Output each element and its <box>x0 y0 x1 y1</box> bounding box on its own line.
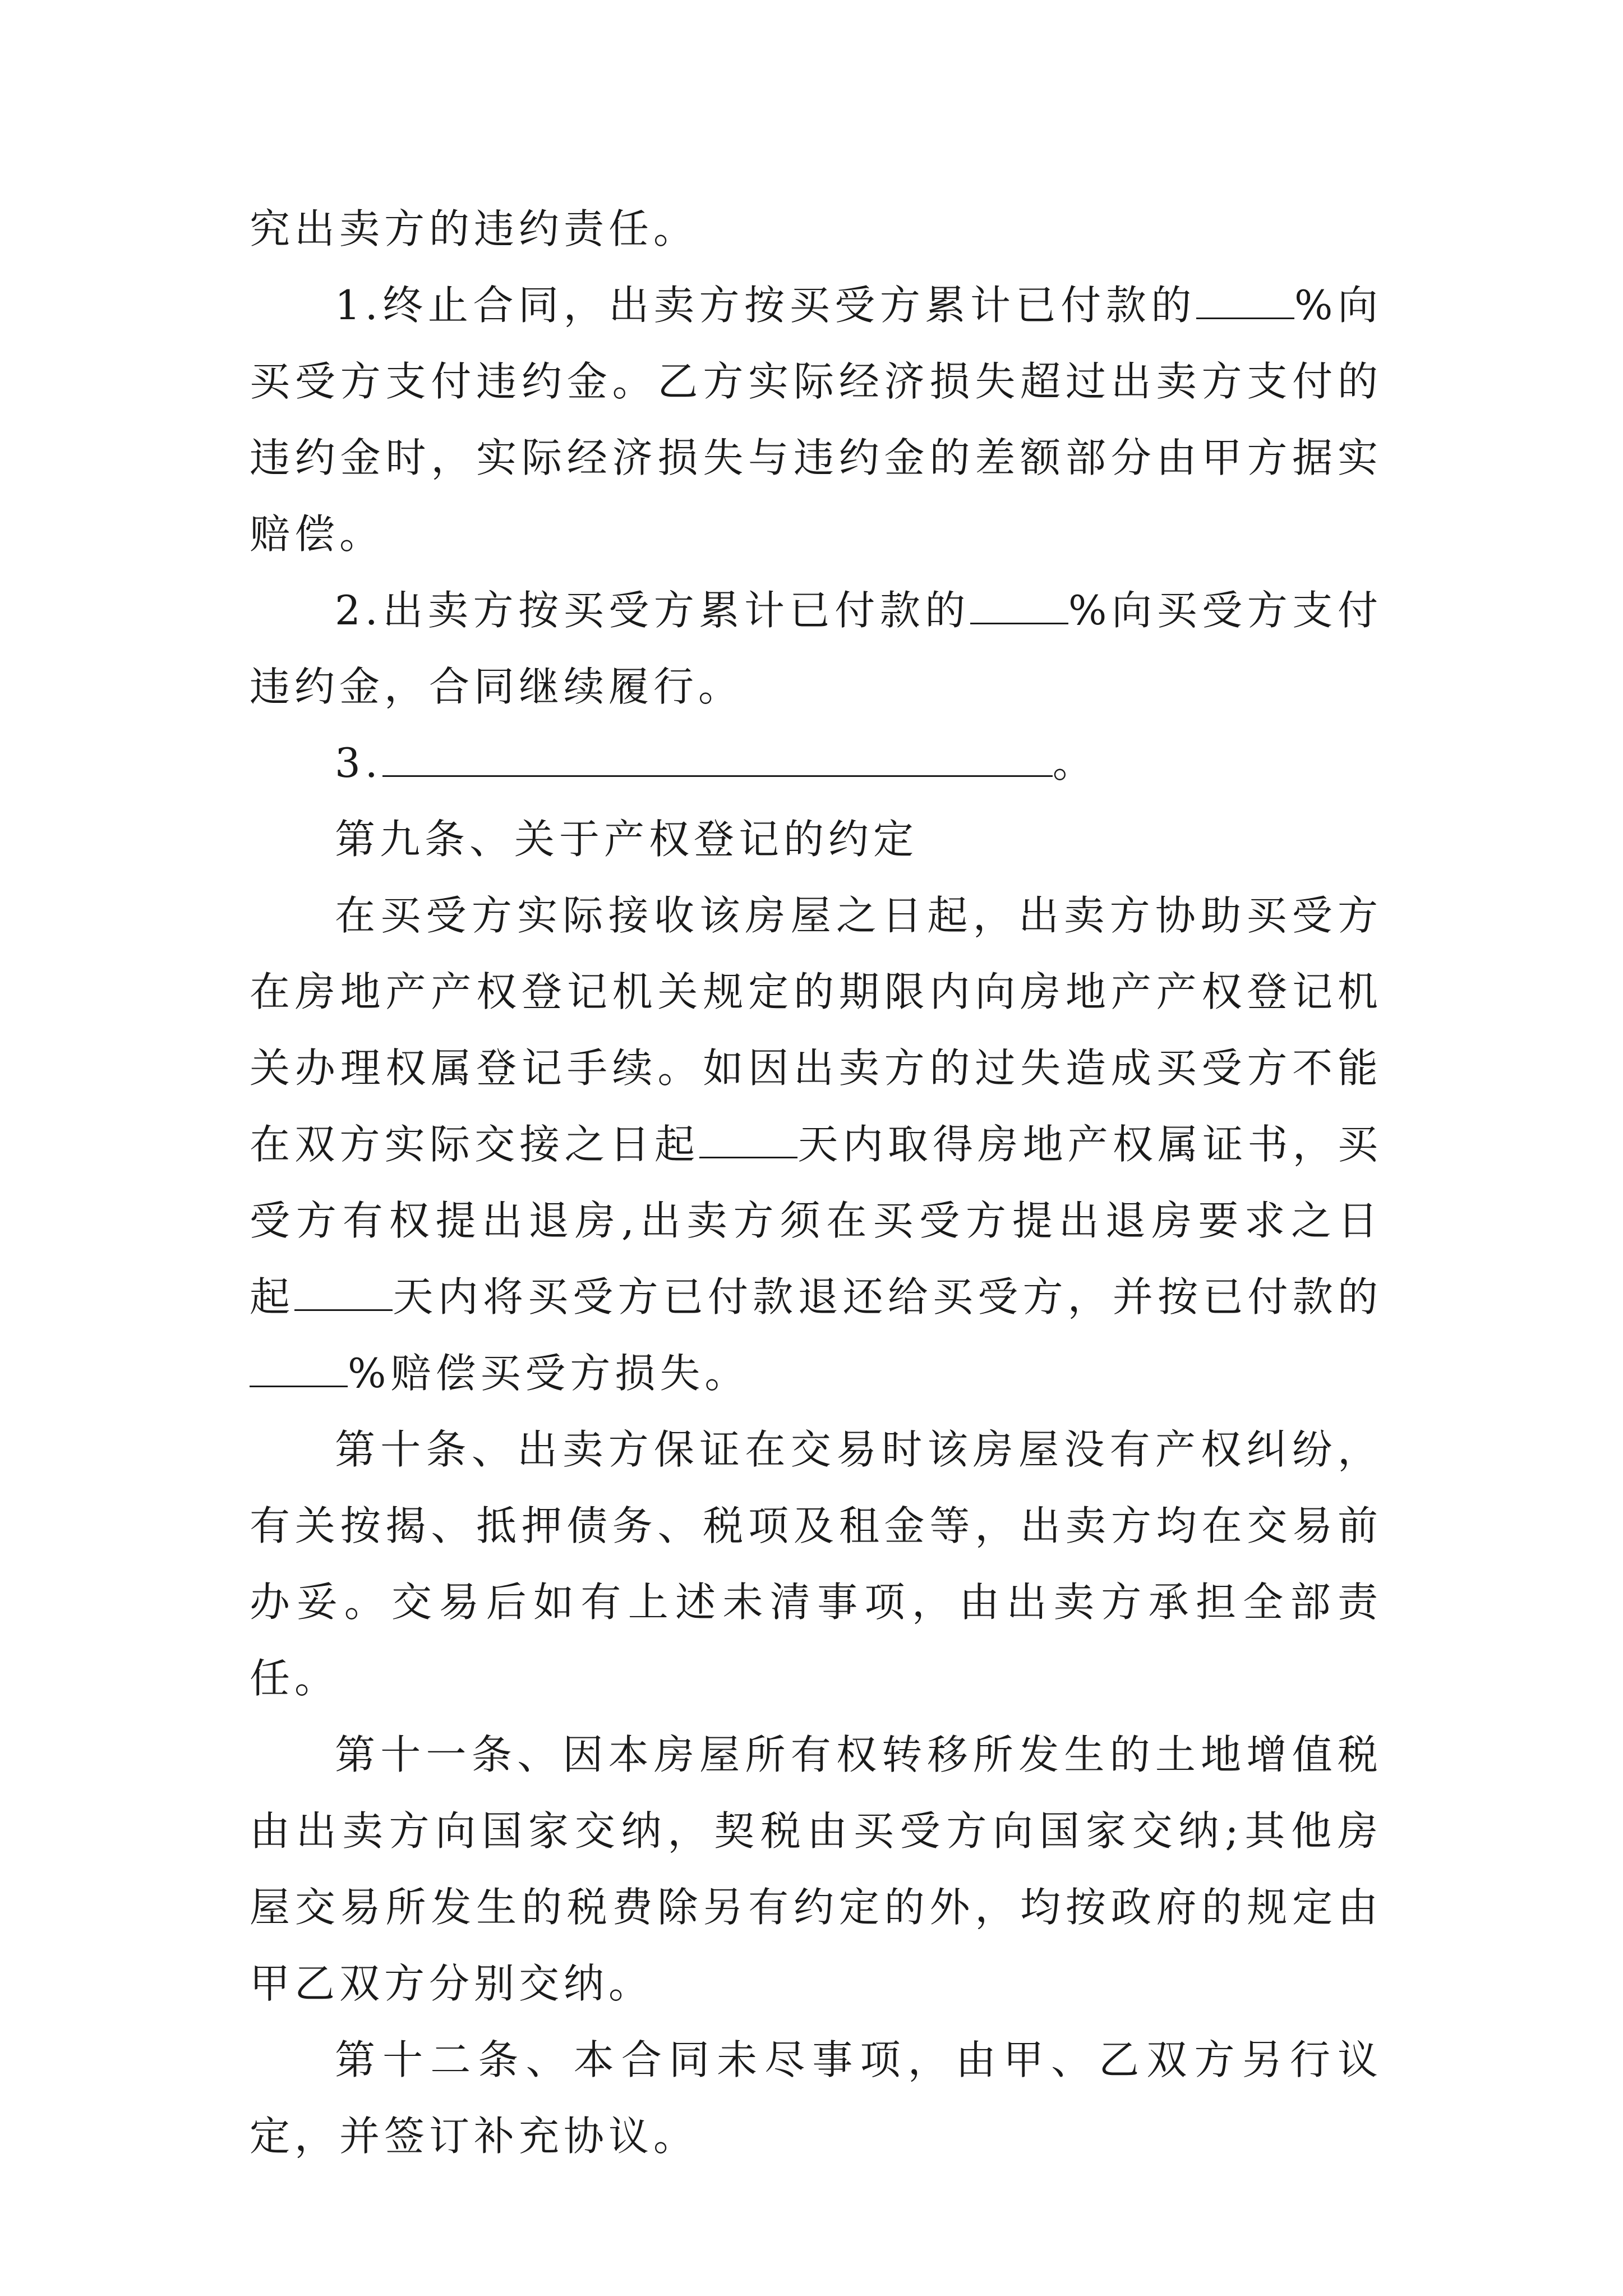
blank-percent-field[interactable] <box>1196 280 1294 319</box>
blank-days-field[interactable] <box>294 1272 393 1311</box>
clause-text: 2.出卖方按买受方累计已付款的 <box>335 587 971 634</box>
clause-terminate-contract <box>250 267 1382 572</box>
clause-text: %向买受方支付违约金，合同继续履行。 <box>250 587 1382 710</box>
clause-text: %赔偿买受方损失。 <box>348 1350 750 1397</box>
article-9-body <box>250 877 1382 1411</box>
clause-text: 第十一条、因本房屋所有权转移所发生的土地增值税由出卖方向国家交纳，契税由买受方向国家交纳;其他房屋交易所发生的税费除另有约定的外，均按政府的规定由甲乙双方分别交纳。 <box>250 1731 1382 2007</box>
clause-text: 3. <box>335 739 382 786</box>
article-9-heading <box>250 801 1382 877</box>
article-11 <box>250 1717 1382 2022</box>
clause-text: 天内将买受方已付款退还给买受方，并按已付款的 <box>393 1273 1382 1320</box>
blank-long-field[interactable] <box>382 738 1053 777</box>
paragraph-liability-end <box>250 191 1382 267</box>
clause-text: 。 <box>1052 739 1098 786</box>
blank-percent-field[interactable] <box>250 1349 348 1387</box>
clause-continue-contract <box>250 572 1382 725</box>
article-12 <box>250 2022 1382 2174</box>
article-10 <box>250 1411 1382 1717</box>
paragraph-text: 究出卖方的违约责任。 <box>250 205 699 252</box>
clause-text: 天内取得房地产权属证书，买受方有权提出退房,出卖方须在买受方提出退房要求之日起 <box>250 1121 1382 1320</box>
contract-text <box>250 191 1382 2174</box>
clause-text: 第十二条、本合同未尽事项，由甲、乙双方另行议定，并签订补充协议。 <box>250 2036 1382 2160</box>
heading-text: 第九条、关于产权登记的约定 <box>335 816 919 863</box>
clause-text: 1.终止合同，出卖方按买受方累计已付款的 <box>335 282 1196 329</box>
clause-text: %向买受方支付违约金。乙方实际经济损失超过出卖方支付的违约金时，实际经济损失与违约金的差额部分由甲方据实赔偿。 <box>250 282 1382 558</box>
blank-days-field[interactable] <box>699 1120 797 1158</box>
clause-text: 第十条、出卖方保证在交易时该房屋没有产权纠纷，有关按揭、抵押债务、税项及租金等，出卖方均在交易前办妥。交易后如有上述未清事项，由出卖方承担全部责任。 <box>250 1426 1382 1702</box>
clause-other <box>250 725 1382 801</box>
clause-text: 在买受方实际接收该房屋之日起，出卖方协助买受方在房地产产权登记机关规定的期限内向房地产产权登记机关办理权属登记手续。如因出卖方的过失造成买受方不能在双方实际交接之日起 <box>250 892 1382 1168</box>
blank-percent-field[interactable] <box>970 586 1068 624</box>
